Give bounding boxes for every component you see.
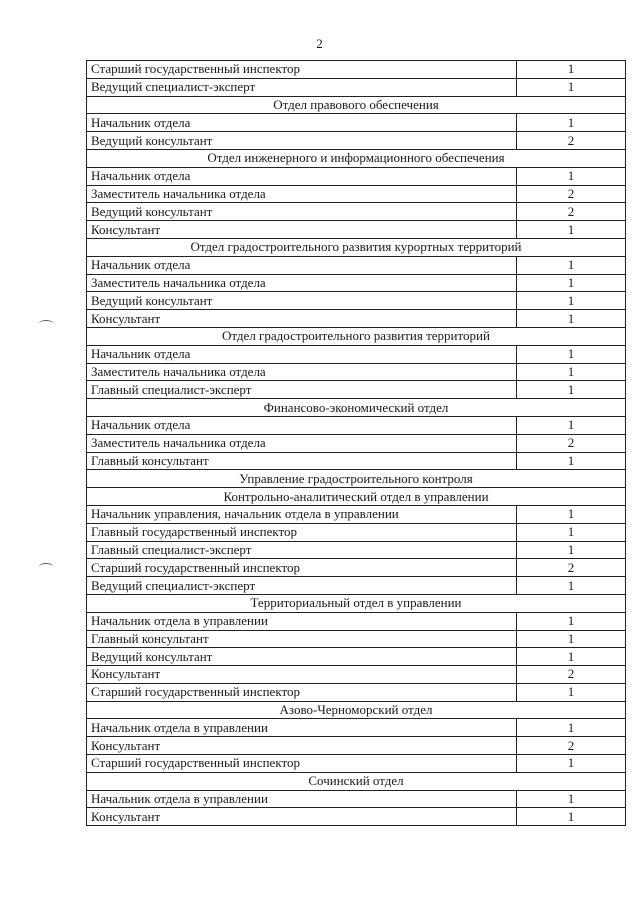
position-title: Ведущий консультант	[87, 292, 517, 310]
position-row	[87, 363, 626, 381]
section-header-row	[87, 594, 626, 612]
position-title: Начальник отдела	[87, 167, 517, 185]
position-count: 1	[517, 808, 626, 826]
position-row	[87, 416, 626, 434]
position-count: 1	[517, 790, 626, 808]
position-count: 1	[517, 630, 626, 648]
position-row	[87, 132, 626, 150]
position-row	[87, 755, 626, 773]
position-title: Заместитель начальника отдела	[87, 274, 517, 292]
position-title: Начальник отдела	[87, 345, 517, 363]
position-row	[87, 292, 626, 310]
position-count: 2	[517, 559, 626, 577]
section-title: Отдел правового обеспечения	[87, 96, 626, 114]
position-title: Начальник управления, начальник отдела в управлении	[87, 505, 517, 523]
position-count: 1	[517, 256, 626, 274]
position-title: Ведущий консультант	[87, 648, 517, 666]
section-header-row	[87, 96, 626, 114]
position-title: Старший государственный инспектор	[87, 559, 517, 577]
section-title: Территориальный отдел в управлении	[87, 594, 626, 612]
section-header-row	[87, 327, 626, 345]
position-row	[87, 666, 626, 684]
section-title: Отдел градостроительного развития курортных территорий	[87, 238, 626, 256]
position-title: Заместитель начальника отдела	[87, 434, 517, 452]
position-title: Старший государственный инспектор	[87, 755, 517, 773]
position-title: Заместитель начальника отдела	[87, 185, 517, 203]
page-number: 2	[316, 36, 323, 51]
position-title: Консультант	[87, 737, 517, 755]
section-title: Контрольно-аналитический отдел в управлении	[87, 488, 626, 506]
section-header-row	[87, 772, 626, 790]
position-title: Начальник отдела в управлении	[87, 790, 517, 808]
position-count: 1	[517, 719, 626, 737]
scan-mark	[38, 563, 54, 572]
position-title: Консультант	[87, 808, 517, 826]
position-row	[87, 114, 626, 132]
scan-mark	[38, 320, 54, 329]
position-row	[87, 78, 626, 96]
section-header-row	[87, 701, 626, 719]
position-title: Старший государственный инспектор	[87, 683, 517, 701]
position-row	[87, 203, 626, 221]
position-title: Ведущий консультант	[87, 203, 517, 221]
section-header-row	[87, 470, 626, 488]
position-row	[87, 808, 626, 826]
position-row	[87, 452, 626, 470]
section-header-row	[87, 488, 626, 506]
position-count: 1	[517, 61, 626, 79]
position-title: Заместитель начальника отдела	[87, 363, 517, 381]
position-count: 2	[517, 185, 626, 203]
position-row	[87, 612, 626, 630]
position-row	[87, 559, 626, 577]
position-count: 1	[517, 612, 626, 630]
position-count: 1	[517, 310, 626, 328]
position-count: 1	[517, 221, 626, 239]
position-count: 1	[517, 755, 626, 773]
position-row	[87, 719, 626, 737]
position-count: 1	[517, 292, 626, 310]
position-count: 1	[517, 274, 626, 292]
position-title: Главный консультант	[87, 452, 517, 470]
position-count: 1	[517, 505, 626, 523]
position-title: Ведущий специалист-эксперт	[87, 577, 517, 595]
position-count: 1	[517, 648, 626, 666]
section-title: Отдел градостроительного развития территорий	[87, 327, 626, 345]
position-title: Начальник отдела в управлении	[87, 612, 517, 630]
section-header-row	[87, 238, 626, 256]
position-row	[87, 221, 626, 239]
position-count: 1	[517, 541, 626, 559]
position-title: Начальник отдела	[87, 416, 517, 434]
position-title: Консультант	[87, 666, 517, 684]
position-row	[87, 345, 626, 363]
position-row	[87, 541, 626, 559]
position-title: Начальник отдела	[87, 256, 517, 274]
position-count: 1	[517, 381, 626, 399]
section-title: Сочинский отдел	[87, 772, 626, 790]
position-row	[87, 630, 626, 648]
position-title: Консультант	[87, 310, 517, 328]
position-count: 1	[517, 78, 626, 96]
position-title: Главный государственный инспектор	[87, 523, 517, 541]
position-row	[87, 683, 626, 701]
position-count: 1	[517, 452, 626, 470]
position-row	[87, 167, 626, 185]
staffing-table	[86, 60, 626, 826]
section-title: Управление градостроительного контроля	[87, 470, 626, 488]
staffing-table-body	[87, 61, 626, 826]
position-title: Главный специалист-эксперт	[87, 541, 517, 559]
position-title: Главный консультант	[87, 630, 517, 648]
position-title: Начальник отдела	[87, 114, 517, 132]
position-row	[87, 310, 626, 328]
position-row	[87, 648, 626, 666]
position-count: 1	[517, 167, 626, 185]
position-row	[87, 523, 626, 541]
position-row	[87, 737, 626, 755]
position-title: Ведущий специалист-эксперт	[87, 78, 517, 96]
position-count: 1	[517, 114, 626, 132]
position-row	[87, 256, 626, 274]
position-count: 1	[517, 683, 626, 701]
position-row	[87, 434, 626, 452]
position-count: 2	[517, 737, 626, 755]
position-row	[87, 577, 626, 595]
section-title: Азово-Черноморский отдел	[87, 701, 626, 719]
section-header-row	[87, 399, 626, 417]
position-title: Консультант	[87, 221, 517, 239]
position-row	[87, 185, 626, 203]
position-count: 1	[517, 523, 626, 541]
position-title: Старший государственный инспектор	[87, 61, 517, 79]
position-count: 1	[517, 577, 626, 595]
position-title: Начальник отдела в управлении	[87, 719, 517, 737]
position-row	[87, 274, 626, 292]
position-row	[87, 381, 626, 399]
position-count: 1	[517, 416, 626, 434]
position-count: 1	[517, 363, 626, 381]
position-count: 1	[517, 345, 626, 363]
position-count: 2	[517, 434, 626, 452]
section-title: Финансово-экономический отдел	[87, 399, 626, 417]
section-header-row	[87, 149, 626, 167]
position-count: 2	[517, 203, 626, 221]
position-row	[87, 61, 626, 79]
position-row	[87, 790, 626, 808]
position-row	[87, 505, 626, 523]
position-count: 2	[517, 666, 626, 684]
position-title: Главный специалист-эксперт	[87, 381, 517, 399]
section-title: Отдел инженерного и информационного обеспечения	[87, 149, 626, 167]
position-count: 2	[517, 132, 626, 150]
position-title: Ведущий консультант	[87, 132, 517, 150]
